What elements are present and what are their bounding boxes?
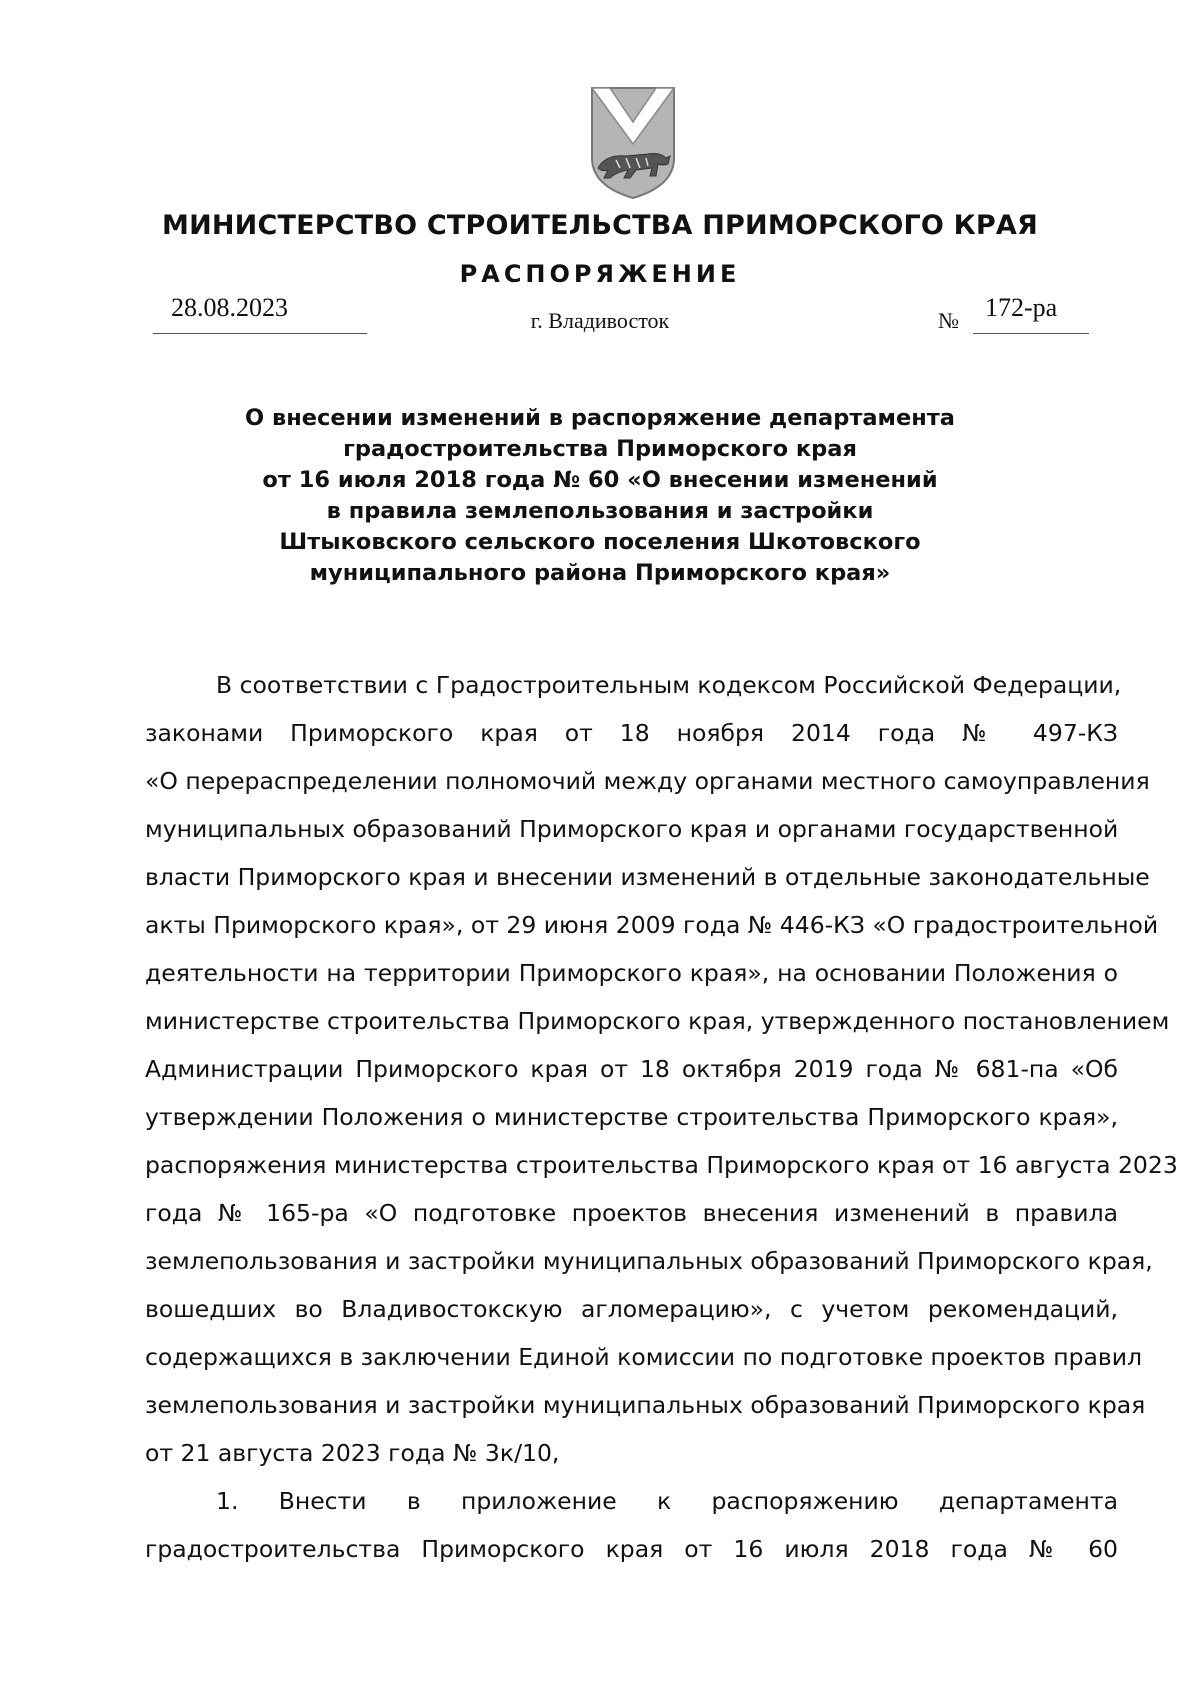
body-line: градостроительства Приморского края от 16 июля 2018 года № 60 (145, 1535, 1118, 1563)
body-line: распоряжения министерства строительства Приморского края от 16 августа 2023 (145, 1151, 1178, 1179)
body-line: муниципальных образований Приморского края и органами государственной (145, 815, 1119, 843)
body-line: утверждении Положения о министерстве строительства Приморского края», (145, 1103, 1118, 1131)
subject-line: градостроительства Приморского края (343, 436, 857, 462)
body-line: деятельности на территории Приморского края», на основании Положения о (145, 959, 1118, 987)
subject-line: О внесении изменений в распоряжение департамента (245, 405, 955, 431)
body-line: 1. Внести в приложение к распоряжению департамента (216, 1487, 1118, 1515)
subject-line: от 16 июля 2018 года № 60 «О внесении изменений (262, 467, 938, 493)
number-field (973, 293, 1089, 334)
body-line: акты Приморского края», от 29 июня 2009 года № 446-КЗ «О градостроительной (145, 911, 1159, 939)
body-line: «О перераспределении полномочий между органами местного самоуправления (145, 767, 1150, 795)
document-date: 28.08.2023 (171, 293, 288, 322)
number-sign: № (938, 308, 959, 333)
coat-of-arms-icon (586, 84, 680, 202)
body-line: законами Приморского края от 18 ноября 2014 года № 497-КЗ (145, 719, 1118, 747)
body-line: В соответствии с Градостроительным кодексом Российской Федерации, (216, 671, 1122, 699)
subject-line: муниципального района Приморского края» (309, 560, 891, 586)
document-number: 172-ра (985, 293, 1058, 322)
body-line: министерстве строительства Приморского края, утвержденного постановлением (145, 1007, 1170, 1035)
body-line: года № 165-ра «О подготовке проектов внесения изменений в правила (145, 1199, 1118, 1227)
subject-line: в правила землепользования и застройки (326, 498, 874, 524)
body-line: землепользования и застройки муниципальных образований Приморского края (145, 1391, 1146, 1419)
body-line: власти Приморского края и внесении изменений в отдельные законодательные (145, 863, 1150, 891)
body-line: вошедших во Владивостокскую агломерацию», с учетом рекомендаций, (145, 1295, 1118, 1323)
document-subject (0, 403, 1200, 589)
document-type: РАСПОРЯЖЕНИЕ (459, 260, 741, 288)
document-body (145, 661, 1178, 1573)
body-line: землепользования и застройки муниципальных образований Приморского края, (145, 1247, 1153, 1275)
city-label: г. Владивосток (530, 308, 670, 333)
ministry-title: МИНИСТЕРСТВО СТРОИТЕЛЬСТВА ПРИМОРСКОГО КРАЯ (162, 210, 1038, 241)
body-line: от 21 августа 2023 года № 3к/10, (145, 1439, 560, 1467)
body-line: содержащихся в заключении Единой комиссии по подготовке проектов правил (145, 1343, 1143, 1371)
body-line: Администрации Приморского края от 18 октября 2019 года № 681-па «Об (145, 1055, 1118, 1083)
subject-line: Штыковского сельского поселения Шкотовского (279, 529, 921, 555)
